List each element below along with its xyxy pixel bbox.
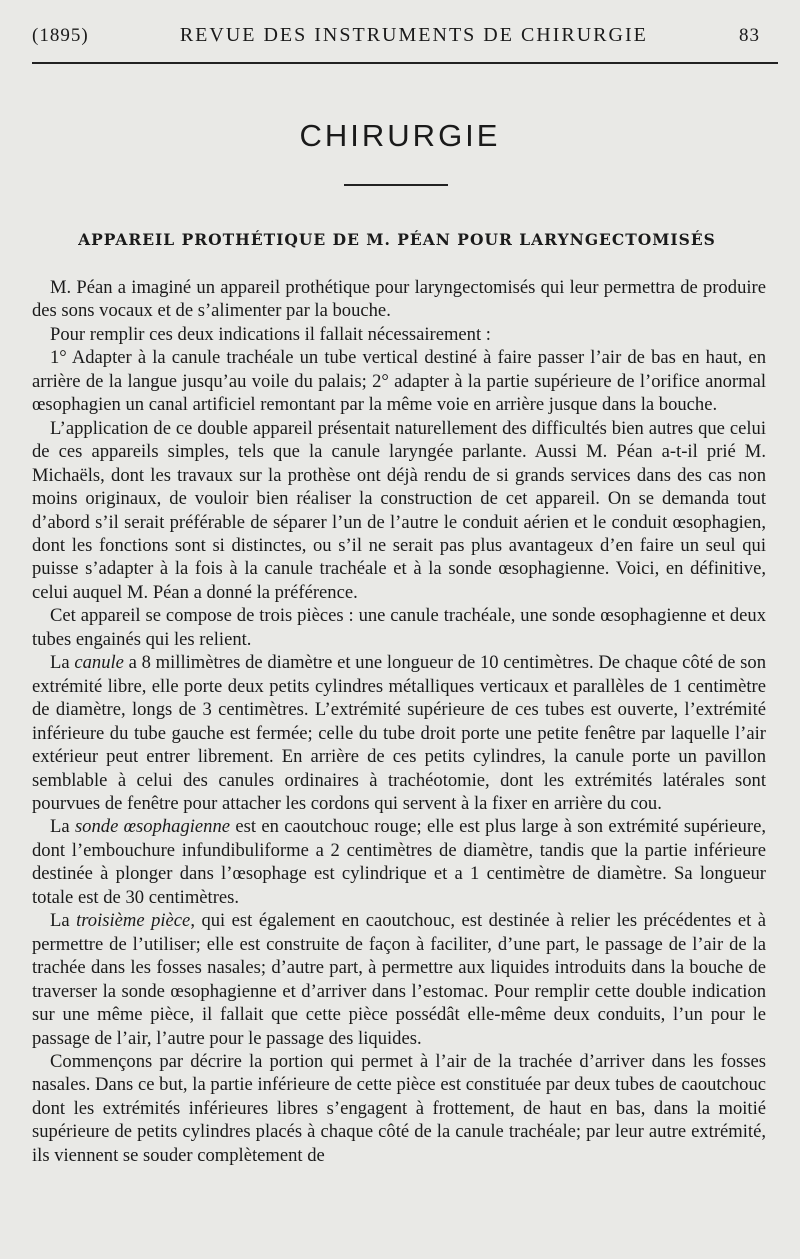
paragraph: 1° Adapter à la canule trachéale un tube vertical destiné à faire passer l’air de bas en haut, en arrière de la langue jusqu’au voile du palais; 2° adapter à la partie supérieure de l’orifice anormal œsophagien un canal artificiel remontant par la même voie en arrière jusque dans la bouche. — [32, 347, 766, 416]
paragraph: L’application de ce double appareil présentait naturellement des difficultés bien autres que celui de ces appareils simples, tels que la canule laryngée parlante. Aussi M. Péan a-t-il prié M. Michaëls, dont les travaux sur la prothèse ont déjà rendu de si grands services dans des cas non moins originaux, de vouloir bien réaliser la construction de cet appareil. On se demanda tout d’abord s’il serait préférable de séparer l’un de l’autre le conduit aérien et le conduit œsophagien, dont les fonctions sont si distinctes, ou s’il ne serait pas plus avantageux d’en faire un seul qui puisse s’adapter à la fois à la canule trachéale et à la sonde œsophagienne. Voici, en définitive, celui auquel M. Péan a donné la préférence. — [32, 417, 766, 603]
section-divider — [344, 184, 448, 186]
paragraph-sonde — [32, 815, 766, 909]
paragraph-text: a 8 millimètres de diamètre et une longueur de 10 centimètres. De chaque côté de son extrémité libre, elle porte deux petits cylindres métalliques verticaux et parallèles de 1 centimètre de diamètre, longs de 3 centimètres. L’extrémité supérieure de ces tubes est ouverte, l’extrémité inférieure du tube gauche est fermée; celle du tube droit porte une petite fenêtre par laquelle l’air extérieur peut entrer librement. En arrière de ces petits cylindres, la canule porte un pavillon semblable à celui des canules ordinaires à trachéotomie, dont les extrémités latérales sont pourvues de fenêtre pour attacher les cordons qui servent à la fixer en arrière du cou. — [32, 652, 766, 814]
paragraph: Commençons par décrire la portion qui permet à l’air de la trachée d’arriver dans les fosses nasales. Dans ce but, la partie inférieure de cette pièce est constituée par deux tubes de caoutchouc dont les extrémités inférieures libres s’engagent à frottement, de haut en bas, dans la moitié supérieure de petits cylindres placés à chaque côté de la canule trachéale; par leur autre extrémité, ils viennent se souder complètement de — [32, 1050, 766, 1166]
running-head — [32, 24, 760, 58]
term-troisieme-piece: troisième pièce — [76, 910, 191, 932]
term-sonde: sonde œsophagienne — [74, 816, 231, 838]
page-number: 83 — [739, 25, 760, 46]
paragraph: Pour remplir ces deux indications il fallait nécessairement : — [50, 323, 491, 345]
paragraph-troisieme-piece — [32, 909, 766, 1050]
section-title: CHIRURGIE — [299, 118, 501, 153]
journal-title: REVUE DES INSTRUMENTS DE CHIRURGIE — [179, 24, 648, 46]
article-title: APPAREIL PROTHÉTIQUE DE M. PÉAN POUR LARYNGECTOMISÉS — [78, 230, 716, 249]
publication-year: (1895) — [32, 25, 89, 46]
paragraph-lead: La — [50, 910, 77, 932]
paragraph: M. Péan a imaginé un appareil prothétique pour laryngectomisés qui leur permettra de produire des sons vocaux et de s’alimenter par la bouche. — [32, 277, 766, 322]
paragraph-text: , qui est également en caoutchouc, est destinée à relier les précédentes et à permettre de l’utiliser; elle est construite de façon à faciliter, d’une part, le passage de l’air de la trachée dans les fosses nasales; d’autre part, à permettre aux liquides introduits dans la bouche de traverser la sonde œsophagienne et d’arriver dans l’estomac. Pour remplir cette double indication sur une même pièce, il fallait que cette pièce possédât elle-même deux conduits, l’un pour le passage de l’air, l’autre pour le passage des liquides. — [32, 910, 766, 1049]
term-canule: canule — [74, 652, 124, 674]
paragraph: Cet appareil se compose de trois pièces : une canule trachéale, une sonde œsophagienne et deux tubes engainés qui les relient. — [32, 605, 766, 650]
header-rule — [32, 62, 778, 64]
paragraph-text: est en caoutchouc rouge; elle est plus large à son extrémité supérieure, dont l’embouchure infundibuliforme a 2 centimètres de diamètre, tandis que la partie inférieure destinée à plonger dans l’œsophage est cylindrique et a 1 centimètre de diamètre. Sa longueur totale est de 30 centimètres. — [32, 816, 766, 908]
paragraph-canule — [32, 651, 766, 815]
paragraph-lead: La — [50, 652, 75, 674]
article-body — [32, 276, 766, 1167]
paragraph-lead: La — [50, 816, 75, 838]
